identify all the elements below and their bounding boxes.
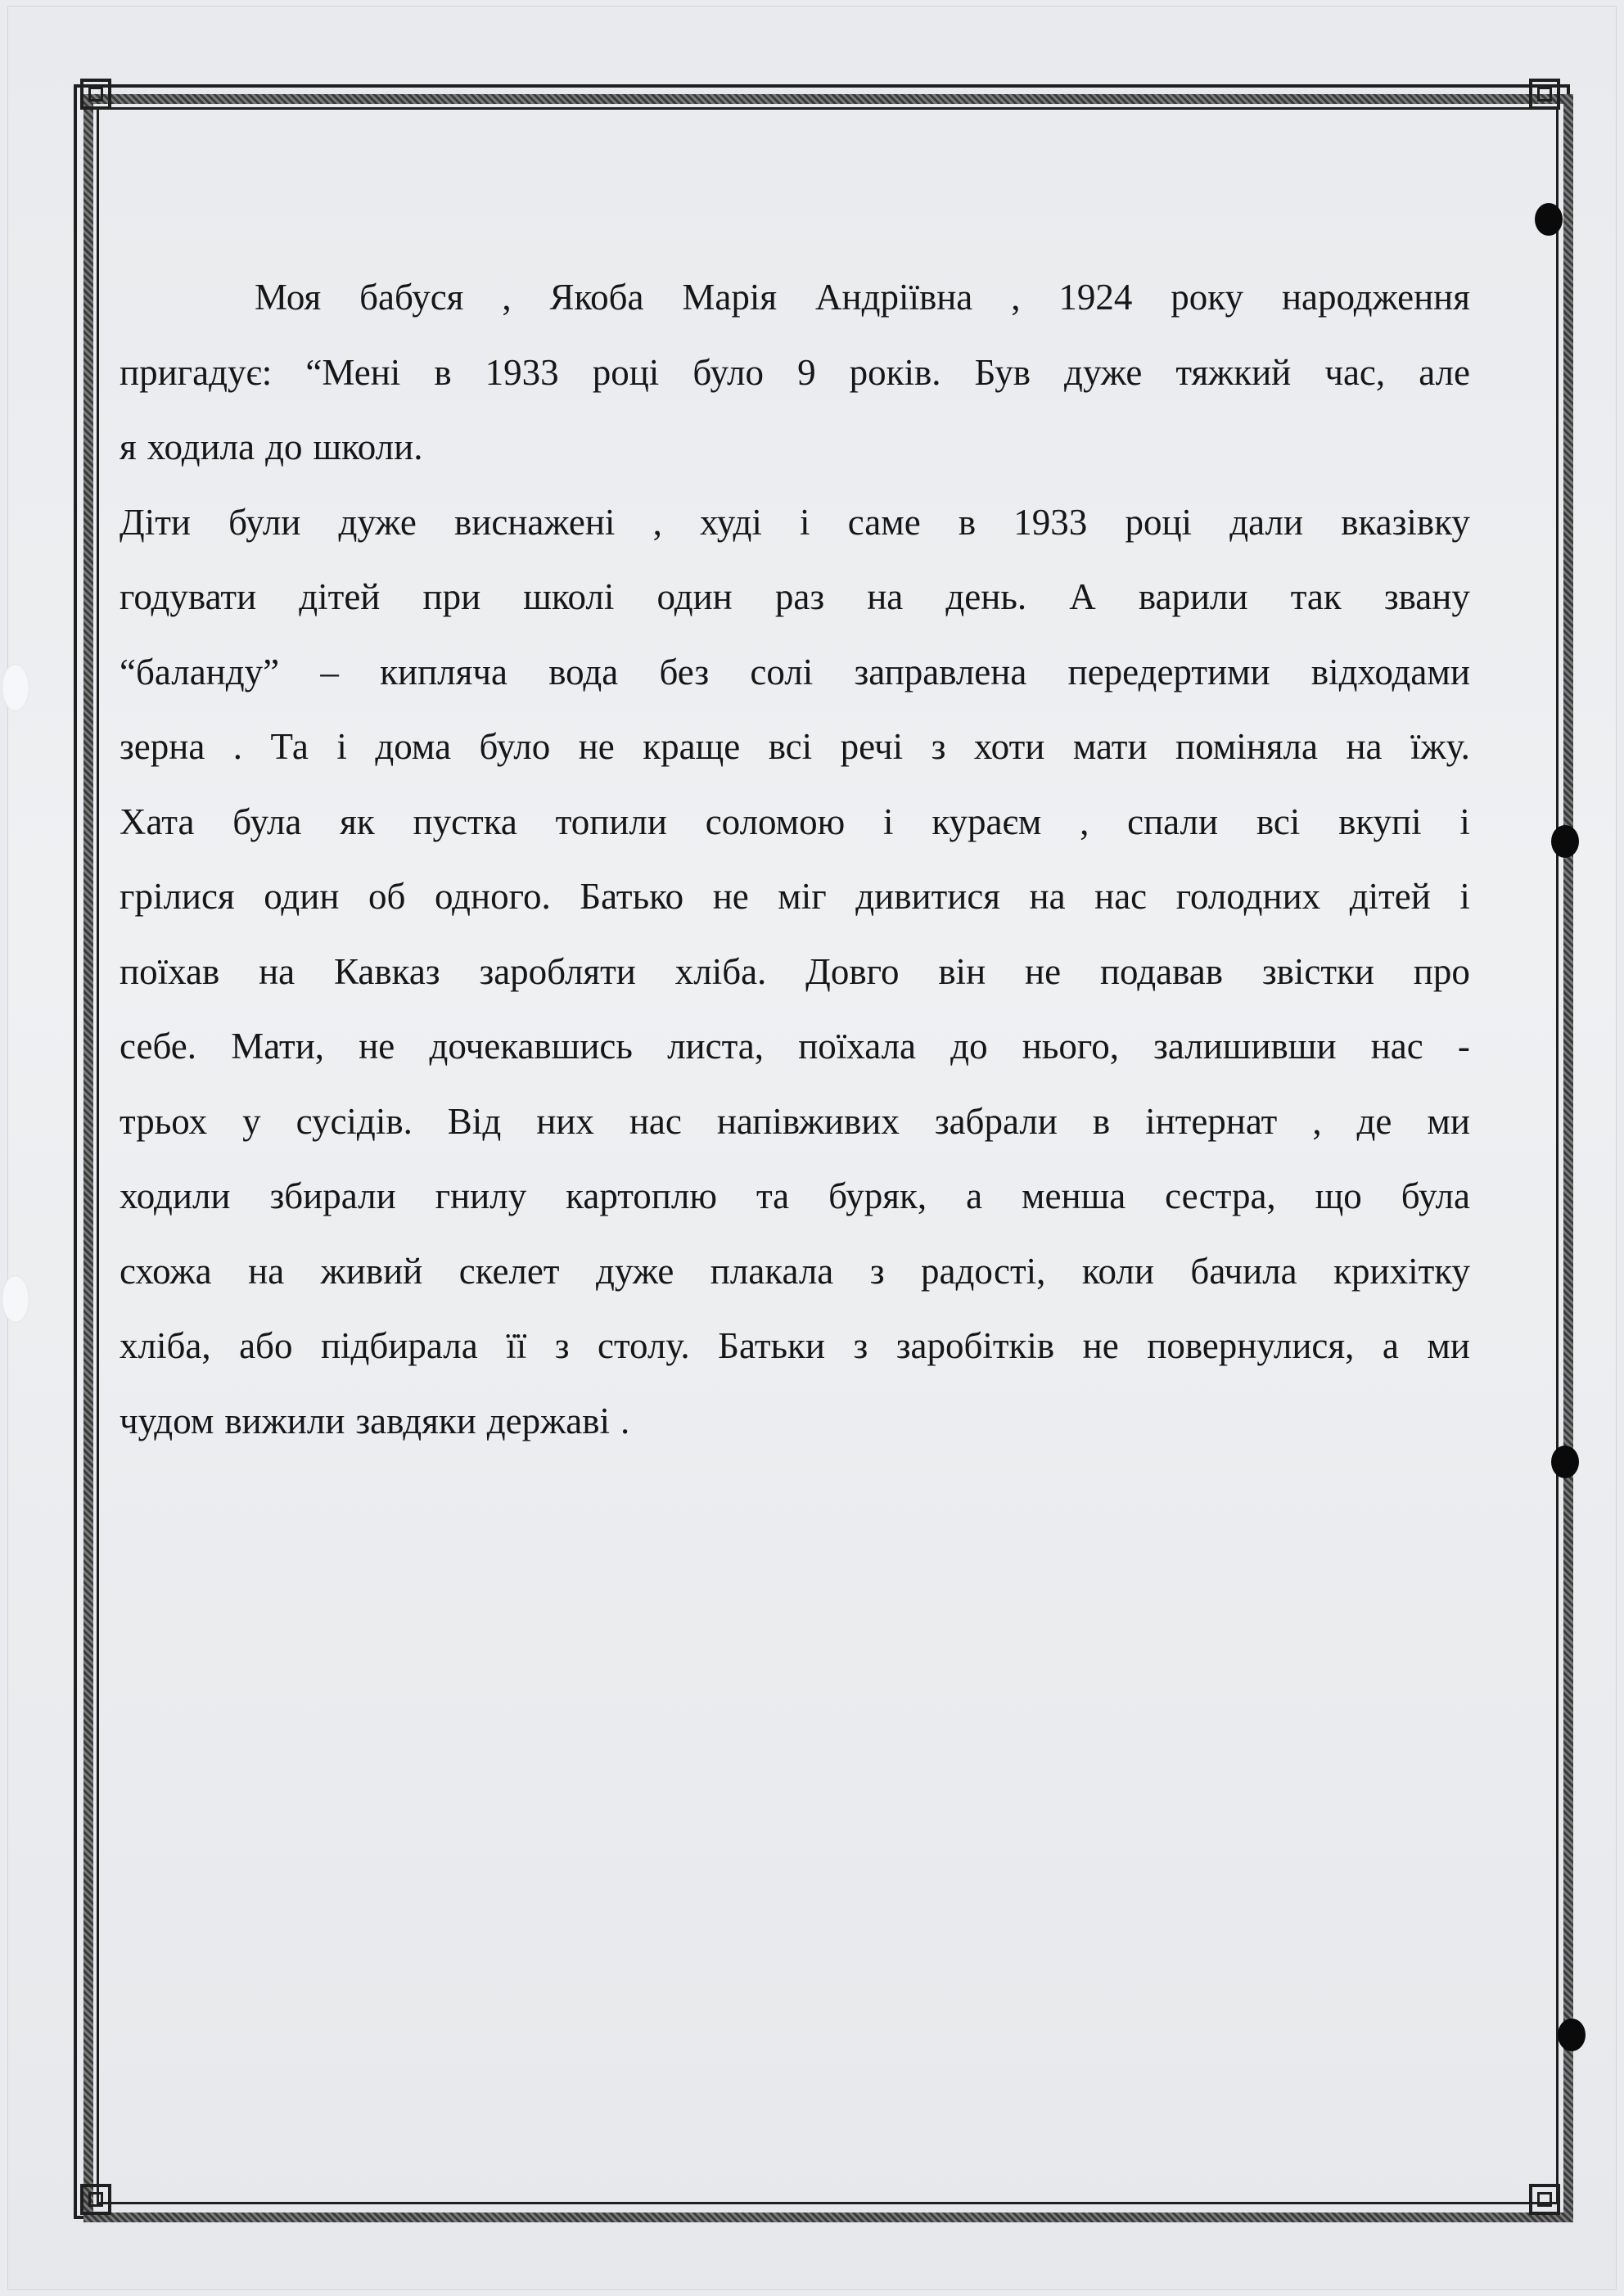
word: трьох (120, 1100, 208, 1142)
word: 1933 (485, 351, 559, 393)
paper-notch (2, 1275, 29, 1323)
word: він (938, 950, 986, 992)
word: передертими (1067, 651, 1270, 692)
text-line (120, 1309, 1470, 1384)
word: вкупі (1338, 801, 1422, 842)
word: нас (1094, 876, 1148, 917)
text-line (120, 485, 1470, 561)
word: ми (1427, 1100, 1470, 1142)
word: один (656, 576, 733, 617)
word: звану (1383, 576, 1470, 617)
word: нього, (1022, 1026, 1119, 1067)
word: краще (643, 726, 741, 767)
word: день. (945, 576, 1027, 617)
word: поїхала (798, 1026, 916, 1067)
word: об (368, 876, 406, 917)
word: , (1312, 1100, 1322, 1142)
word: у (242, 1100, 261, 1142)
word: плакала (710, 1250, 834, 1292)
word: дочекавшись (429, 1026, 633, 1067)
word: нас (1370, 1026, 1423, 1067)
word: худі (700, 501, 762, 543)
word: дали (1229, 501, 1304, 543)
word: крихітку (1333, 1250, 1470, 1292)
word: років. (849, 351, 941, 393)
word: були (228, 501, 301, 543)
word: буряк, (828, 1175, 927, 1216)
word: голодних (1175, 876, 1321, 917)
word: кипляча (380, 651, 508, 692)
word: було (692, 351, 765, 393)
word: була (232, 801, 302, 842)
word: , (652, 501, 662, 543)
word: А (1069, 576, 1096, 617)
word: забрали (934, 1100, 1058, 1142)
punch-hole (1551, 1446, 1579, 1478)
word: саме (847, 501, 921, 543)
word: всі (1256, 801, 1301, 842)
word: не (1025, 950, 1062, 992)
word: і (883, 801, 894, 842)
word: як (340, 801, 375, 842)
word: завдяки (355, 1400, 476, 1441)
word: року (1171, 277, 1244, 318)
word: один (264, 876, 340, 917)
word: на (259, 950, 295, 992)
word: листа, (667, 1026, 765, 1067)
word: кураєм (932, 801, 1042, 842)
punch-hole (1535, 203, 1563, 236)
word: Марія (682, 277, 778, 318)
word: заробітків (895, 1325, 1055, 1366)
word: Від (447, 1100, 502, 1142)
word: я (120, 426, 137, 467)
word: Кавказ (334, 950, 440, 992)
word: не (1082, 1325, 1119, 1366)
word: відходами (1310, 651, 1470, 692)
word: всі (768, 726, 813, 767)
word: школі (523, 576, 615, 617)
word: з (554, 1325, 570, 1366)
word: них (536, 1100, 594, 1142)
text-line (120, 410, 1470, 485)
word: 1924 (1058, 277, 1133, 318)
word: Андріївна (814, 277, 973, 318)
word: - (1457, 1026, 1470, 1067)
word: подавав (1099, 950, 1223, 992)
word: інтернат (1145, 1100, 1278, 1142)
word: з (931, 726, 946, 767)
word: або (239, 1325, 293, 1366)
word: до (265, 426, 303, 467)
text-line (120, 1085, 1470, 1160)
word: ходили (120, 1175, 231, 1216)
word: при (422, 576, 481, 617)
word: мати (1072, 726, 1148, 767)
paper-notch (2, 664, 29, 711)
word: їжу. (1410, 726, 1470, 767)
word: на (1346, 726, 1383, 767)
word: де (1356, 1100, 1392, 1142)
word: ходила (147, 426, 255, 467)
word: зерна (120, 726, 205, 767)
word: в (1092, 1100, 1111, 1142)
word: час, (1324, 351, 1386, 393)
word: вказівку (1341, 501, 1470, 543)
word: без (659, 651, 710, 692)
word: радості, (921, 1250, 1046, 1292)
word: і (336, 726, 347, 767)
word: спали (1127, 801, 1219, 842)
word: Хата (120, 801, 195, 842)
word: одного. (434, 876, 551, 917)
word: році (1125, 501, 1193, 543)
text-line (120, 1384, 1470, 1459)
word: і (1459, 801, 1470, 842)
word: живий (320, 1250, 423, 1292)
word: , (1080, 801, 1089, 842)
word: , (1011, 277, 1021, 318)
word: пригадує: (120, 351, 273, 393)
memoir-text (120, 260, 1470, 1459)
word: сестра, (1165, 1175, 1276, 1216)
word: Якоба (549, 277, 644, 318)
word: Був (974, 351, 1031, 393)
word: було (479, 726, 551, 767)
word: до (950, 1026, 988, 1067)
word: була (1401, 1175, 1470, 1216)
word: народження (1281, 277, 1470, 318)
word: Батько (580, 876, 684, 917)
text-line (120, 260, 1470, 336)
word: “баланду” (120, 651, 280, 692)
frame-corner-ornament (1529, 2184, 1560, 2215)
text-line (120, 635, 1470, 710)
word: скелет (458, 1250, 560, 1292)
word: . (620, 1400, 630, 1441)
word: речі (840, 726, 904, 767)
word: чудом (120, 1400, 214, 1441)
word: вижили (224, 1400, 345, 1441)
word: напівживих (716, 1100, 900, 1142)
text-line (120, 935, 1470, 1010)
word: себе. (120, 1026, 197, 1067)
word: і (1459, 876, 1470, 917)
frame-corner-ornament (80, 79, 111, 110)
word: Діти (120, 501, 191, 543)
word: коли (1081, 1250, 1154, 1292)
word: грілися (120, 876, 235, 917)
word: . (232, 726, 243, 767)
word: державі (486, 1400, 610, 1441)
word: на (248, 1250, 285, 1292)
word: з (853, 1325, 868, 1366)
word: столу. (598, 1325, 690, 1366)
word: “Мені (305, 351, 401, 393)
word: нас (629, 1100, 682, 1142)
punch-hole (1558, 2019, 1586, 2051)
word: а (966, 1175, 983, 1216)
word: схожа (120, 1250, 212, 1292)
word: школи. (313, 426, 423, 467)
word: міг (778, 876, 827, 917)
text-line (120, 785, 1470, 860)
word: дома (375, 726, 452, 767)
word: бабуся (359, 277, 464, 318)
word: гнилу (435, 1175, 527, 1216)
word: картоплю (566, 1175, 717, 1216)
word: році (592, 351, 660, 393)
word: залишивши (1153, 1026, 1337, 1067)
word: заправлена (854, 651, 1027, 692)
word: 1933 (1013, 501, 1088, 543)
word: хоти (973, 726, 1045, 767)
word: дуже (338, 501, 417, 543)
word: а (1382, 1325, 1399, 1366)
word: на (1029, 876, 1066, 917)
word: виснажені (454, 501, 616, 543)
word: – (320, 651, 339, 692)
word: Мати, (231, 1026, 325, 1067)
word: годувати (120, 576, 257, 617)
word: збирали (269, 1175, 396, 1216)
text-line (120, 859, 1470, 935)
word: хліба. (674, 950, 767, 992)
word: соломою (705, 801, 846, 842)
punch-hole (1551, 825, 1579, 858)
word: не (578, 726, 615, 767)
text-line (120, 1009, 1470, 1085)
word: в (434, 351, 452, 393)
word: заробляти (479, 950, 636, 992)
word: Та (270, 726, 309, 767)
word: раз (774, 576, 825, 617)
frame-corner-ornament (80, 2184, 111, 2215)
word: повернулися, (1147, 1325, 1355, 1366)
word: поміняла (1175, 726, 1318, 767)
word: дуже (596, 1250, 674, 1292)
word: хліба, (120, 1325, 211, 1366)
text-line (120, 1234, 1470, 1310)
word: ми (1427, 1325, 1470, 1366)
word: з (869, 1250, 885, 1292)
word: топили (555, 801, 667, 842)
word: звістки (1261, 950, 1374, 992)
word: Батьки (718, 1325, 825, 1366)
text-line (120, 710, 1470, 785)
word: підбирала (320, 1325, 478, 1366)
word: менша (1022, 1175, 1126, 1216)
word: вода (548, 651, 619, 692)
word: 9 (797, 351, 816, 393)
text-line (120, 1159, 1470, 1234)
word: пустка (413, 801, 517, 842)
word: дітей (299, 576, 381, 617)
word: Моя (255, 277, 322, 318)
word: дуже (1064, 351, 1143, 393)
frame-corner-ornament (1529, 79, 1560, 110)
word: солі (750, 651, 814, 692)
word: Довго (805, 950, 900, 992)
word: тяжкий (1175, 351, 1292, 393)
word: не (712, 876, 749, 917)
word: в (958, 501, 977, 543)
word: дітей (1349, 876, 1431, 917)
word: на (867, 576, 904, 617)
word: її (506, 1325, 527, 1366)
word: дивитися (855, 876, 1000, 917)
word: та (756, 1175, 790, 1216)
word: і (800, 501, 810, 543)
word: що (1315, 1175, 1362, 1216)
word: , (502, 277, 512, 318)
word: так (1290, 576, 1342, 617)
word: поїхав (120, 950, 220, 992)
text-line (120, 560, 1470, 635)
word: бачила (1190, 1250, 1297, 1292)
text-line (120, 336, 1470, 411)
word: варили (1138, 576, 1248, 617)
word: але (1419, 351, 1470, 393)
word: не (359, 1026, 395, 1067)
word: сусідів. (295, 1100, 413, 1142)
word: про (1413, 950, 1470, 992)
